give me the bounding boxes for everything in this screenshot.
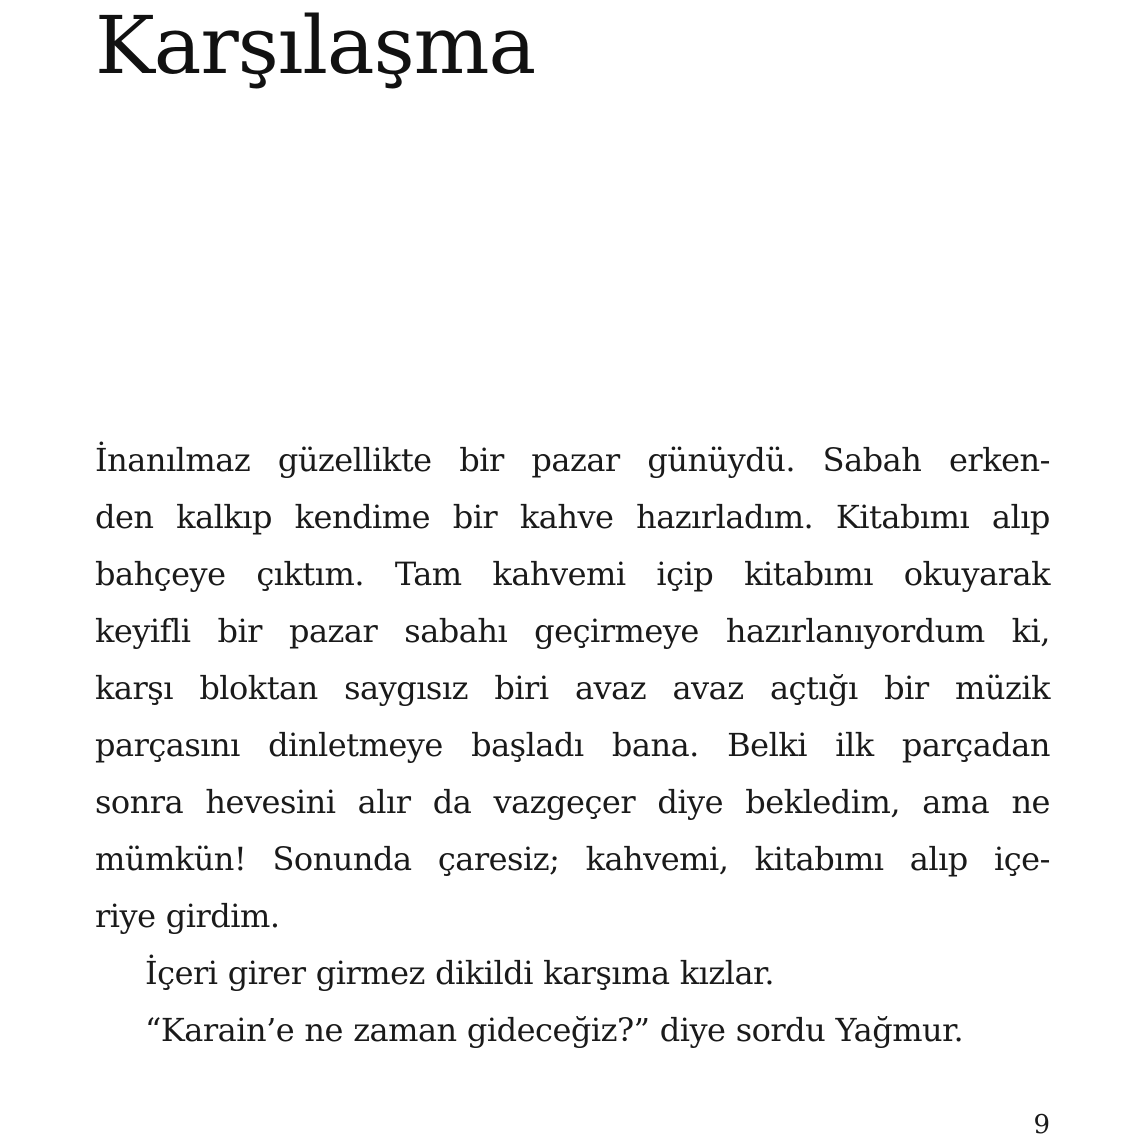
body-text <box>95 432 1050 1059</box>
word: diye <box>657 783 724 821</box>
word: vazgeçer <box>493 783 636 821</box>
word: bir <box>884 669 929 707</box>
word: içip <box>656 555 714 593</box>
word: mümkün! <box>95 840 247 878</box>
word: sordu <box>735 1011 826 1049</box>
word: dinletmeye <box>268 726 443 764</box>
word: okuyarak <box>903 555 1050 593</box>
word: çaresiz; <box>437 840 560 878</box>
word: riye <box>95 897 156 935</box>
word: hevesini <box>205 783 336 821</box>
word: günüydü. <box>647 441 795 479</box>
word: pazar <box>288 612 378 650</box>
word: sabahı <box>404 612 508 650</box>
word: alıp <box>909 840 968 878</box>
word: Yağmur. <box>835 1011 964 1049</box>
word: İnanılmaz <box>95 441 251 479</box>
text-line <box>95 945 1050 1002</box>
word: avaz <box>672 669 744 707</box>
text-line <box>95 660 1050 717</box>
word: “Karain’e <box>145 1011 295 1049</box>
word: girer <box>227 954 306 992</box>
word: bir <box>217 612 262 650</box>
word: İçeri <box>145 954 218 992</box>
word: kitabımı <box>754 840 884 878</box>
word: diye <box>659 1011 726 1049</box>
word: keyifli <box>95 612 191 650</box>
word: güzellikte <box>277 441 432 479</box>
word: geçirmeye <box>534 612 699 650</box>
word: erken- <box>948 441 1050 479</box>
word: girmez <box>315 954 425 992</box>
word: den <box>95 498 154 536</box>
word: zaman <box>353 1011 457 1049</box>
text-line <box>95 432 1050 489</box>
word: alır <box>357 783 411 821</box>
word: bekledim, <box>745 783 900 821</box>
word: bana. <box>611 726 699 764</box>
word: gideceğiz?” <box>466 1011 650 1049</box>
word: pazar <box>531 441 620 479</box>
word: kahvemi <box>492 555 626 593</box>
word: çıktım. <box>256 555 365 593</box>
word: Kitabımı <box>835 498 970 536</box>
text-line <box>95 546 1050 603</box>
word: kızlar. <box>679 954 774 992</box>
chapter-title: Karşılaşma <box>95 0 536 92</box>
word: ne <box>304 1011 343 1049</box>
word: da <box>432 783 472 821</box>
word: Tam <box>394 555 462 593</box>
word: alıp <box>991 498 1050 536</box>
text-line <box>95 774 1050 831</box>
word: hazırlanıyordum <box>725 612 985 650</box>
word: müzik <box>955 669 1050 707</box>
word: kahvemi, <box>585 840 729 878</box>
word: parçasını <box>95 726 240 764</box>
text-line <box>95 1002 1050 1059</box>
word: ne <box>1011 783 1050 821</box>
word: biri <box>494 669 549 707</box>
text-line <box>95 888 1050 945</box>
word: kalkıp <box>176 498 272 536</box>
text-line <box>95 831 1050 888</box>
word: ama <box>922 783 990 821</box>
word: bir <box>452 498 498 536</box>
word: bir <box>459 441 504 479</box>
paragraph <box>95 1002 1050 1059</box>
page-number: 9 <box>1033 1110 1050 1140</box>
word: hazırladım. <box>636 498 814 536</box>
word: bahçeye <box>95 555 226 593</box>
word: Sonunda <box>272 840 412 878</box>
paragraph <box>95 945 1050 1002</box>
word: dikildi <box>435 954 533 992</box>
word: avaz <box>574 669 647 707</box>
word: ki, <box>1011 612 1050 650</box>
word: açtığı <box>769 669 858 707</box>
word: kitabımı <box>744 555 873 593</box>
text-line <box>95 489 1050 546</box>
word: Sabah <box>822 441 922 479</box>
word: Belki <box>727 726 807 764</box>
word: ilk <box>835 726 874 764</box>
word: parçadan <box>901 726 1050 764</box>
word: başladı <box>471 726 584 764</box>
word: kahve <box>519 498 614 536</box>
text-line <box>95 717 1050 774</box>
word: kendime <box>294 498 431 536</box>
word: saygısız <box>344 669 468 707</box>
word: karşıma <box>543 954 670 992</box>
word: içe- <box>994 840 1050 878</box>
word: girdim. <box>165 897 280 935</box>
paragraph <box>95 432 1050 945</box>
text-line <box>95 603 1050 660</box>
word: karşı <box>95 669 173 707</box>
word: sonra <box>95 783 184 821</box>
word: bloktan <box>199 669 318 707</box>
